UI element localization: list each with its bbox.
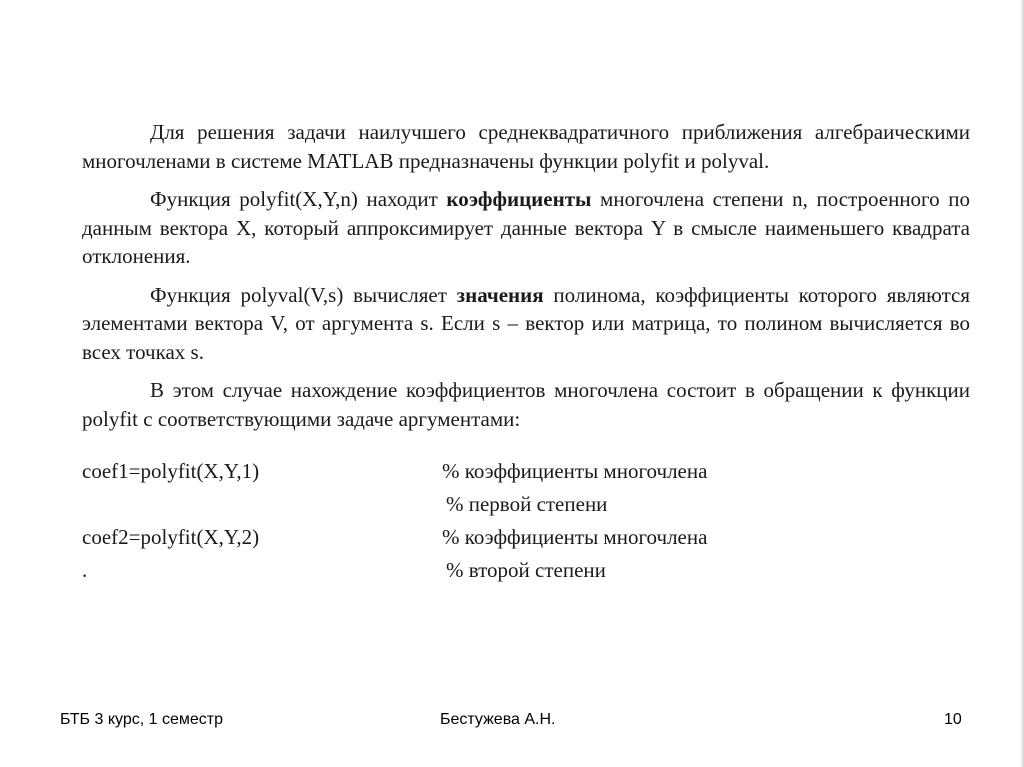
code-block <box>82 455 970 587</box>
code-line <box>82 521 970 554</box>
paragraph-polyval-text-start: Функция polyval(V,s) вычисляет <box>150 282 457 307</box>
code-line <box>82 554 970 587</box>
paragraph-polyfit-text-end: многочлена степени n, построенного по данным вектора X, который аппроксимирует данные вектора Y в смысле наименьшего квадрата отклонения. <box>82 187 971 268</box>
paragraph-intro: Для решения задачи наилучшего среднеквадратичного приближения алгебраическими многочленами в системе MATLAB предназначены функции polyfit и polyval. <box>82 120 970 173</box>
paragraph-polyval-bold-term: значения <box>456 282 544 307</box>
slide-body <box>82 118 970 587</box>
code-command: coef1=polyfit(X,Y,1) <box>82 459 260 483</box>
code-command: coef2=polyfit(X,Y,2) <box>82 525 260 549</box>
code-command: . <box>82 558 88 582</box>
code-comment: % коэффициенты многочлена <box>442 459 708 483</box>
paragraph-polyval-text-end: полинома, коэффициенты которого являются элементами вектора V, от аргумента s. Если s – вектор или матрица, то полином вычисляется во всех точках s. <box>82 282 970 364</box>
slide-edge-shadow <box>1020 0 1024 767</box>
paragraph-polyfit <box>82 185 970 271</box>
paragraph-polyfit-text-start: Функция polyfit(X,Y,n) находит <box>150 187 447 211</box>
footer-author: Бестужева А.Н. <box>440 711 556 728</box>
footer-page-number: 10 <box>944 711 962 728</box>
code-comment: % второй степени <box>446 558 606 582</box>
footer-course: БТБ 3 курс, 1 семестр <box>60 711 223 728</box>
code-line <box>82 488 970 521</box>
code-line <box>82 455 970 488</box>
paragraph-polyval <box>82 281 970 367</box>
paragraph-polyfit-bold-term: коэффициенты <box>446 187 592 211</box>
code-comment: % коэффициенты многочлена <box>442 525 708 549</box>
paragraph-usage: В этом случае нахождение коэффициентов многочлена состоит в обращении к функции polyfit с соответствующими задаче аргументами: <box>82 378 970 431</box>
code-comment: % первой степени <box>446 492 608 516</box>
